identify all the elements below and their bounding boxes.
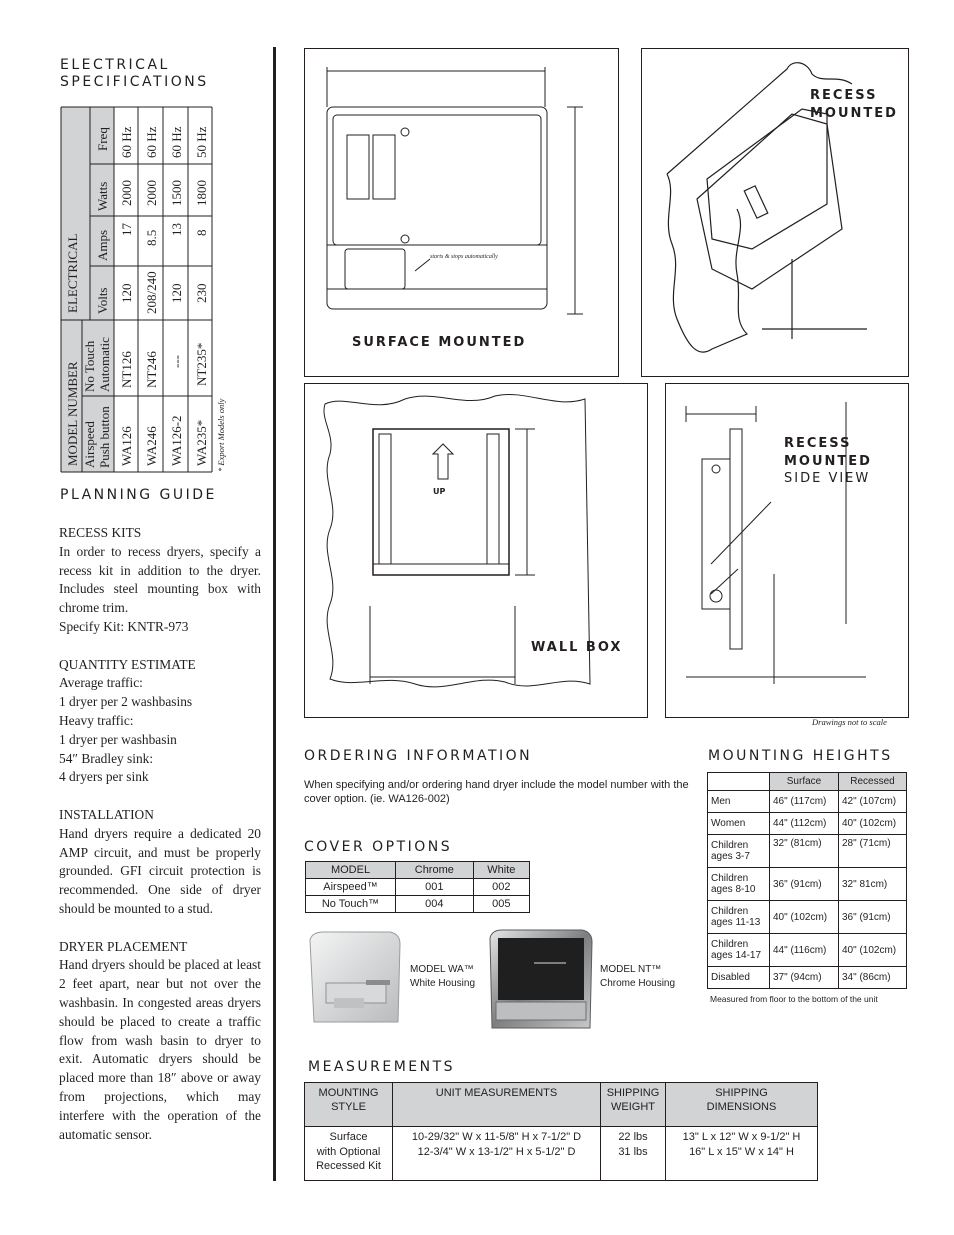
row4-freq: 50 Hz	[194, 126, 209, 158]
measurements-weight: 31 lbs	[601, 1145, 666, 1181]
model-nt-caption-line1: MODEL NT™	[600, 964, 662, 975]
col-airspeed-line2: Push button	[97, 406, 112, 468]
heights-surface: 44" (112cm)	[770, 813, 839, 835]
recess-kit-number: Specify Kit: KNTR-973	[59, 618, 189, 634]
not-to-scale-note: Drawings not to scale	[812, 717, 887, 727]
col-notouch-line2: Automatic	[97, 337, 112, 392]
model-wa-photo	[304, 928, 404, 1028]
heights-group: Children ages 14-17	[708, 934, 770, 967]
row3-airspeed: WA126-2	[169, 415, 184, 466]
wall-box-diagram	[305, 384, 648, 718]
col-airspeed-line1: Airspeed	[82, 421, 97, 468]
column-divider	[273, 47, 276, 1181]
measurements-dimensions: 13" L x 12" W x 9-1/2" H	[666, 1127, 818, 1145]
mounting-heights-title: MOUNTING HEIGHTS	[708, 748, 893, 764]
heights-recessed: 28" (71cm)	[839, 835, 907, 868]
heights-surface: 37" (94cm)	[770, 967, 839, 989]
model-wa-caption	[410, 963, 475, 991]
electrical-title-line2: SPECIFICATIONS	[60, 74, 209, 90]
surface-dryer-diagram	[305, 49, 619, 377]
row1-airspeed: WA126	[119, 426, 134, 466]
cover-chrome: 001	[396, 879, 474, 896]
group-electrical-label: ELECTRICAL	[65, 233, 80, 313]
heights-surface: 46" (117cm)	[770, 791, 839, 813]
model-nt-caption-line2: Chrome Housing	[600, 978, 676, 989]
measurements-header-style: MOUNTING STYLE	[305, 1083, 393, 1127]
row4-amps: 8	[194, 229, 209, 236]
measurements-row	[305, 1127, 818, 1145]
row1-notouch: NT126	[119, 351, 134, 388]
planning-guide-body	[59, 524, 261, 1144]
heights-surface: 44" (116cm)	[770, 934, 839, 967]
row4-volts: 230	[194, 283, 209, 303]
col-amps: Amps	[95, 229, 110, 261]
row3-freq: 60 Hz	[169, 126, 184, 158]
heights-row	[708, 967, 907, 989]
electrical-specs-title	[60, 57, 209, 91]
cover-model: Airspeed™	[306, 879, 396, 896]
heights-header-recessed: Recessed	[839, 773, 907, 791]
measurements-header-weight: SHIPPING WEIGHT	[601, 1083, 666, 1127]
cover-chrome: 004	[396, 896, 474, 913]
measurements-style: with Optional Recessed Kit	[305, 1145, 393, 1181]
row2-freq: 60 Hz	[144, 126, 159, 158]
recess-side-view-diagram	[666, 384, 909, 718]
electrical-title-line1: ELECTRICAL	[60, 57, 170, 73]
quantity-line: 4 dryers per sink	[59, 769, 149, 785]
quantity-line: 1 dryer per washbasin	[59, 731, 177, 747]
recess-kits-heading: RECESS KITS	[59, 525, 142, 540]
group-model-label: MODEL NUMBER	[65, 361, 80, 466]
row3-amps: 13	[169, 223, 184, 236]
heights-group: Disabled	[708, 967, 770, 989]
measurements-title: MEASUREMENTS	[308, 1059, 456, 1075]
cover-options-table	[305, 861, 530, 913]
heights-recessed: 36" (91cm)	[839, 901, 907, 934]
measurements-style: Surface	[305, 1127, 393, 1145]
heights-surface: 40" (102cm)	[770, 901, 839, 934]
heights-header-blank	[708, 773, 770, 791]
cover-model: No Touch™	[306, 896, 396, 913]
installation-heading: INSTALLATION	[59, 806, 154, 822]
row3-watts: 1500	[169, 180, 184, 206]
model-nt-photo	[486, 928, 594, 1032]
heights-recessed: 32" 81cm)	[839, 868, 907, 901]
cover-row	[306, 879, 530, 896]
row3-volts: 120	[169, 283, 184, 303]
cover-header-row	[306, 862, 530, 879]
export-footnote: * Export Models only	[216, 398, 226, 472]
recess-label-line2: MOUNTED	[810, 106, 898, 121]
row1-watts: 2000	[119, 180, 134, 206]
model-wa-caption-line2: White Housing	[410, 978, 476, 989]
heights-group: Children ages 8-10	[708, 868, 770, 901]
planning-guide-title: PLANNING GUIDE	[60, 487, 217, 503]
dryer-stamp: starts & stops automatically	[430, 254, 498, 260]
side-label-line2: MOUNTED	[784, 454, 872, 469]
mounting-heights-note: Measured from floor to the bottom of the unit	[710, 994, 878, 1004]
col-freq: Freq	[95, 127, 110, 151]
cover-white: 002	[473, 879, 529, 896]
row2-notouch: NT246	[144, 351, 159, 388]
heights-row	[708, 868, 907, 901]
surface-mounted-drawing	[304, 48, 619, 377]
row4-watts: 1800	[194, 180, 209, 206]
col-volts: Volts	[95, 287, 110, 314]
recess-side-view-drawing	[665, 383, 909, 718]
mounting-heights-table	[707, 772, 907, 989]
measurements-unit: 12-3/4" W x 13-1/2" H x 5-1/2" D	[393, 1145, 601, 1181]
row1-amps: 17	[119, 223, 134, 236]
measurements-header-unit: UNIT MEASUREMENTS	[393, 1083, 601, 1127]
surface-mounted-label: SURFACE MOUNTED	[352, 335, 527, 350]
cover-row	[306, 896, 530, 913]
recess-label-line1: RECESS	[810, 88, 878, 103]
side-label-line1: RECESS	[784, 436, 852, 451]
heights-header-row	[708, 773, 907, 791]
heights-surface: 32" (81cm)	[770, 835, 839, 868]
cover-header-chrome: Chrome	[396, 862, 474, 879]
cover-header-white: White	[473, 862, 529, 879]
wall-box-drawing	[304, 383, 648, 718]
measurements-table	[304, 1082, 818, 1181]
heights-row	[708, 813, 907, 835]
ordering-title: ORDERING INFORMATION	[304, 748, 533, 764]
heights-row	[708, 791, 907, 813]
heights-header-surface: Surface	[770, 773, 839, 791]
cover-white: 005	[473, 896, 529, 913]
heights-recessed: 40" (102cm)	[839, 813, 907, 835]
measurements-weight: 22 lbs	[601, 1127, 666, 1145]
model-nt-caption	[600, 963, 675, 991]
measurements-row	[305, 1145, 818, 1181]
row2-airspeed: WA246	[144, 426, 159, 466]
up-label: UP	[433, 487, 446, 496]
row3-notouch: ---	[169, 355, 184, 368]
quantity-line: Average traffic:	[59, 675, 143, 691]
electrical-spec-table	[60, 106, 230, 476]
ordering-text: When specifying and/or ordering hand dryer include the model number with the cover option. (ie. WA126-002)	[304, 779, 689, 805]
heights-group: Women	[708, 813, 770, 835]
row1-freq: 60 Hz	[119, 126, 134, 158]
recess-dryer-diagram	[642, 49, 909, 377]
row1-volts: 120	[119, 283, 134, 303]
heights-row	[708, 934, 907, 967]
wall-box-label: WALL BOX	[531, 640, 623, 655]
quantity-line: 1 dryer per 2 washbasins	[59, 694, 193, 710]
heights-group: Men	[708, 791, 770, 813]
recess-mounted-drawing	[641, 48, 909, 377]
placement-heading: DRYER PLACEMENT	[59, 938, 188, 954]
row4-airspeed: WA235*	[194, 419, 209, 466]
heights-surface: 36" (91cm)	[770, 868, 839, 901]
quantity-line: 54″ Bradley sink:	[59, 750, 154, 766]
heights-row	[708, 835, 907, 868]
side-label-line3: SIDE VIEW	[784, 471, 871, 486]
measurements-dimensions: 16" L x 15" W x 14" H	[666, 1145, 818, 1181]
row2-amps: 8.5	[144, 229, 159, 246]
recess-kits-text: In order to recess dryers, specify a recess kit in addition to the dryer. Includes steel mounting box with chrome trim.	[59, 543, 261, 616]
row4-notouch: NT235*	[194, 342, 209, 386]
quantity-heading: QUANTITY ESTIMATE	[59, 656, 196, 672]
installation-text: Hand dryers require a dedicated 20 AMP circuit, and must be properly grounded. GFI circuit protection is recommended. One side of dryer should be mounted to a stud.	[59, 825, 261, 916]
row2-watts: 2000	[144, 180, 159, 206]
heights-recessed: 40" (102cm)	[839, 934, 907, 967]
measurements-header-dimensions: SHIPPING DIMENSIONS	[666, 1083, 818, 1127]
cover-options-title: COVER OPTIONS	[304, 839, 453, 855]
placement-text: Hand dryers should be placed at least 2 feet apart, near but not over the washbasin. In congested areas dryers should be placed to create a traffic flow from wash basin to dryer to exit. Automatic dryers should be placed more than 18″ above or away from projections, which may interfere with the operation of the automatic sensor.	[59, 957, 261, 1142]
quantity-line: Heavy traffic:	[59, 712, 134, 728]
row2-volts: 208/240	[144, 271, 159, 314]
model-wa-caption-line1: MODEL WA™	[410, 964, 474, 975]
heights-recessed: 34" (86cm)	[839, 967, 907, 989]
col-notouch-line1: No Touch	[82, 340, 97, 392]
col-watts: Watts	[95, 181, 110, 211]
measurements-unit: 10-29/32" W x 11-5/8" H x 7-1/2" D	[393, 1127, 601, 1145]
cover-header-model: MODEL	[306, 862, 396, 879]
heights-group: Children ages 3-7	[708, 835, 770, 868]
heights-group: Children ages 11-13	[708, 901, 770, 934]
heights-row	[708, 901, 907, 934]
heights-recessed: 42" (107cm)	[839, 791, 907, 813]
measurements-header-row	[305, 1083, 818, 1127]
